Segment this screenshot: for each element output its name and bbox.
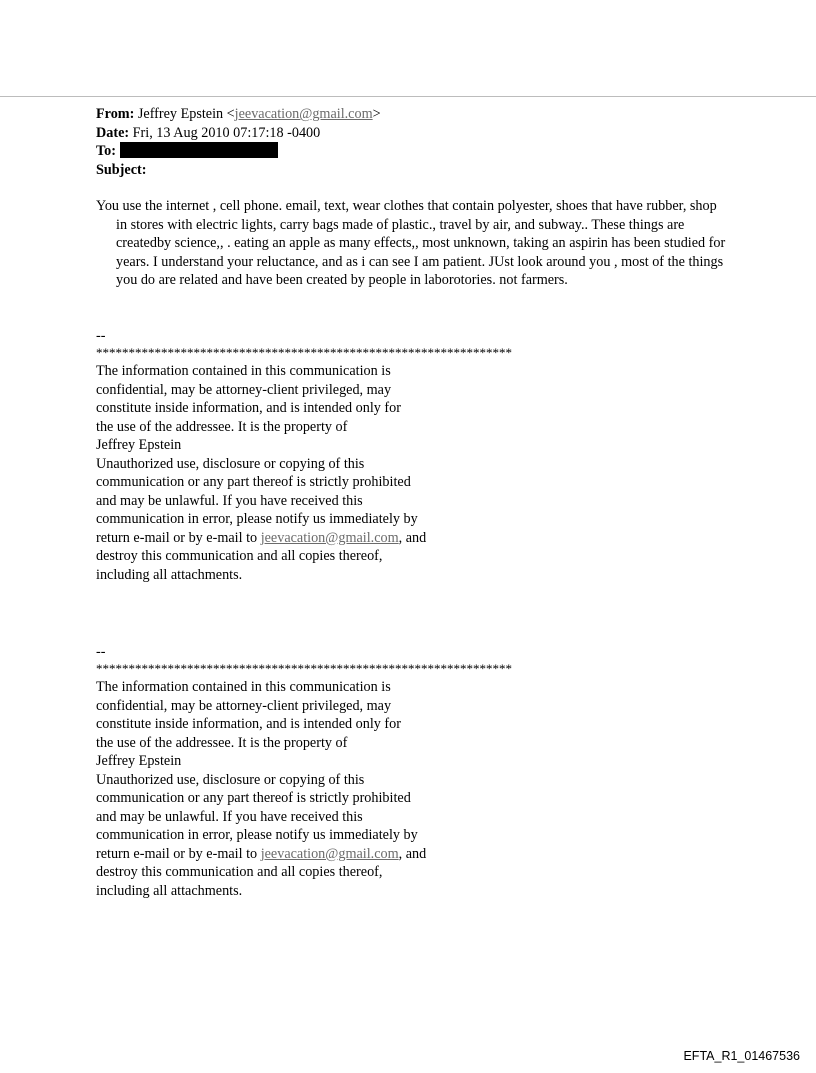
disclaimer-line: communication in error, please notify us immediately by: [96, 511, 418, 527]
disclaimer-line: and may be unlawful. If you have received this: [96, 808, 363, 825]
disclaimer-line: confidential, may be attorney-client privileged, may: [96, 381, 392, 398]
return-prefix: return e-mail or by e-mail to: [96, 845, 261, 862]
email-document: [96, 105, 736, 290]
disclaimer-line: Jeffrey Epstein: [96, 753, 182, 769]
disclaimer-return-line: [96, 845, 616, 864]
subject-line: [96, 161, 736, 180]
signature-dashes: --: [96, 644, 106, 660]
to-line: [96, 142, 736, 161]
document-id-stamp: EFTA_R1_01467536: [683, 1049, 800, 1063]
date-line: [96, 124, 736, 143]
signature-stars: ****************************************************************: [96, 661, 512, 676]
disclaimer-return-line: [96, 529, 616, 548]
from-email-link[interactable]: jeevacation@gmail.com: [234, 106, 373, 122]
disclaimer-line: and may be unlawful. If you have received this: [96, 492, 363, 509]
page-top-rule: [0, 96, 816, 97]
disclaimer-line: Jeffrey Epstein: [96, 437, 182, 453]
signature-dashes: --: [96, 328, 106, 344]
signature-stars: ****************************************************************: [96, 345, 512, 360]
return-email-link[interactable]: jeevacation@gmail.com: [260, 529, 399, 546]
date-value: Fri, 13 Aug 2010 07:17:18 -0400: [132, 124, 321, 141]
subject-label: Subject:: [96, 161, 147, 178]
disclaimer-line: including all attachments.: [96, 882, 243, 899]
disclaimer-line: The information contained in this communication is: [96, 363, 391, 379]
from-close: >: [372, 106, 381, 122]
disclaimer-line: the use of the addressee. It is the property of: [96, 418, 348, 435]
signature-block: [96, 643, 616, 900]
disclaimer-line: the use of the addressee. It is the property of: [96, 734, 348, 751]
message-body: You use the internet , cell phone. email, text, wear clothes that contain polyester, shoes that have rubber, shop in stores with electric lights, carry bags made of plastic., travel by air, and subway.. These things are createdby science,, . eating an apple as many effects,, most unknown, taking an aspirin has been studied for years. I understand your reluctance, and as i can see I am patient. JUst look around you , most of the things you do are related and have been created by people in laborotories. not farmers.: [96, 198, 726, 288]
return-suffix: , and: [398, 529, 427, 546]
from-label: From:: [96, 106, 135, 122]
disclaimer-line: constitute inside information, and is intended only for: [96, 716, 401, 732]
disclaimer-line: including all attachments.: [96, 566, 243, 583]
from-name: Jeffrey Epstein <: [137, 106, 235, 122]
date-label: Date:: [96, 124, 130, 141]
disclaimer-line: communication or any part thereof is strictly prohibited: [96, 790, 411, 806]
disclaimer-line: destroy this communication and all copies thereof,: [96, 548, 383, 564]
disclaimer-line: communication or any part thereof is strictly prohibited: [96, 474, 411, 490]
disclaimer-line: The information contained in this communication is: [96, 679, 391, 695]
disclaimer-line: Unauthorized use, disclosure or copying of this: [96, 771, 365, 788]
disclaimer-line: constitute inside information, and is intended only for: [96, 400, 401, 416]
disclaimer-line: Unauthorized use, disclosure or copying of this: [96, 455, 365, 472]
signature-block: [96, 327, 616, 584]
return-email-link[interactable]: jeevacation@gmail.com: [260, 845, 399, 862]
return-suffix: , and: [398, 845, 427, 862]
disclaimer-line: communication in error, please notify us immediately by: [96, 827, 418, 843]
from-line: [96, 105, 736, 124]
to-label: To:: [96, 143, 116, 159]
redaction-bar: [120, 142, 278, 158]
disclaimer-line: confidential, may be attorney-client privileged, may: [96, 697, 392, 714]
disclaimer-line: destroy this communication and all copies thereof,: [96, 864, 383, 880]
return-prefix: return e-mail or by e-mail to: [96, 529, 261, 546]
